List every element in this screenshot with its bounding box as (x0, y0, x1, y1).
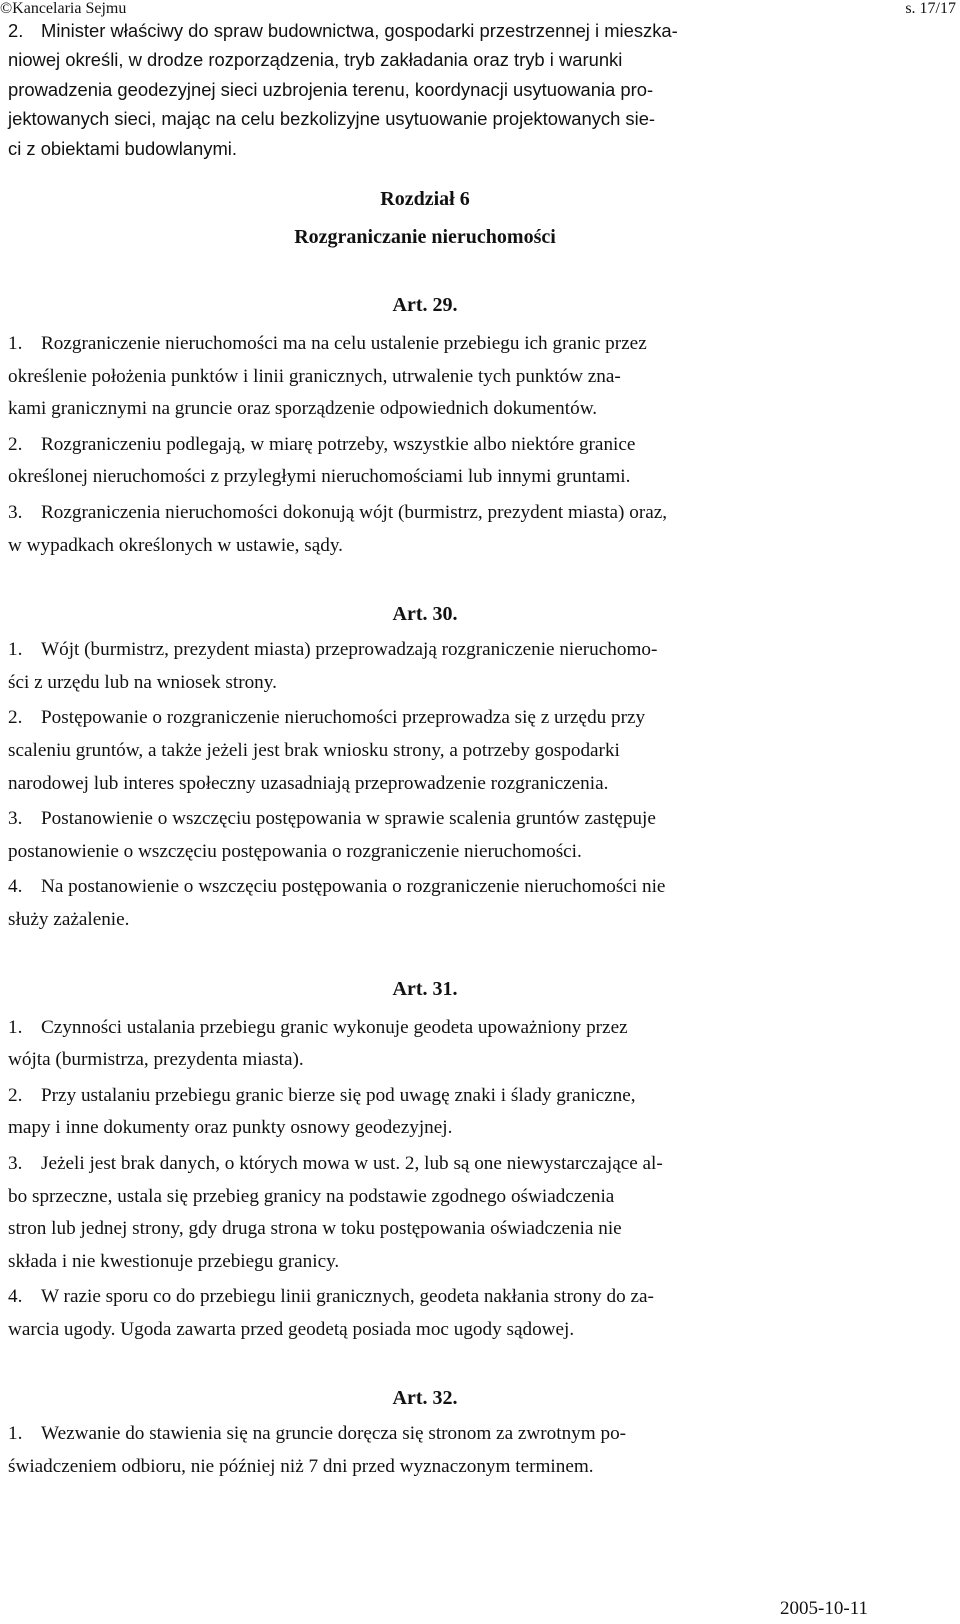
article-paragraph: 1. Rozgraniczenie nieruchomości ma na celu ustalenie przebiegu ich granic przez określenie położenia punktów i linii granicznych, utrwalenie tych punktów zna- kami granicznymi na gruncie oraz sporządzenie odpowiednich dokumentów. (8, 333, 647, 420)
document-body (8, 16, 842, 1487)
article-title: Art. 31. (392, 977, 458, 1000)
intro-paragraph: 2. Minister właściwy do spraw budownictwa, gospodarki przestrzennej i mieszka- niowej określi, w drodze rozporządzenia, tryb zakładania oraz tryb i warunki prowadzenia geodezyjnej sieci uzbrojenia terenu, koordynacji usytuowania pro- jektowanych sieci, mając na celu bezkolizyjne usytuowanie projektowanych sie- ci z obiektami budowlanymi. (8, 16, 842, 163)
article-paragraph: 1. Wezwanie do stawienia się na gruncie doręcza się stronom za zwrotnym po- świadczeniem odbioru, nie później niż 7 dni przed wyznaczonym terminem. (8, 1423, 627, 1478)
article-paragraph: 3. Jeżeli jest brak danych, o których mowa w ust. 2, lub są one niewystarczające al- bo sprzeczne, ustala się przebieg granicy na podstawie zgodnego oświadczenia stron lub jednej strony, gdy druga strona w toku postępowania oświadczenia nie składa i nie kwestionuje przebiegu granicy. (8, 1152, 663, 1272)
article-paragraph: 2. Przy ustalaniu przebiegu granic bierze się pod uwagę znaki i ślady graniczne, mapy i inne dokumenty oraz punkty osnowy geodezyjnej. (8, 1084, 636, 1139)
header-page-number: s. 17/17 (905, 0, 956, 17)
article-paragraph: 2. Postępowanie o rozgraniczenie nieruchomości przeprowadza się z urzędu przy scaleniu gruntów, a także jeżeli jest brak wniosku strony, a potrzeby gospodarki narodowej lub interes społeczny uzasadniają przeprowadzenie rozgraniczenia. (8, 707, 646, 794)
article-paragraph: 3. Postanowienie o wszczęciu postępowania w sprawie scalenia gruntów zastępuje postanowienie o wszczęciu postępowania o rozgraniczenie nieruchomości. (8, 808, 656, 862)
article-paragraph: 4. W razie sporu co do przebiegu linii granicznych, geodeta nakłania strony do za- warcia ugody. Ugoda zawarta przed geodetą posiada moc ugody sądowej. (8, 1286, 654, 1340)
article-paragraph: 4. Na postanowienie o wszczęciu postępowania o rozgraniczenie nieruchomości nie służy zażalenie. (8, 876, 666, 930)
footer-date: 2005-10-11 (780, 1598, 868, 1619)
article-title: Art. 29. (392, 294, 458, 317)
chapter-label: Rozdział 6 (380, 188, 470, 211)
article-paragraph: 1. Wójt (burmistrz, prezydent miasta) przeprowadzają rozgraniczenie nieruchomo- ści z urzędu lub na wniosek strony. (8, 639, 658, 693)
article-title: Art. 32. (392, 1387, 458, 1410)
chapter-title: Rozgraniczanie nieruchomości (294, 226, 556, 249)
article-paragraph: 3. Rozgraniczenia nieruchomości dokonują wójt (burmistrz, prezydent miasta) oraz, w wypadkach określonych w ustawie, sądy. (8, 502, 668, 556)
article-paragraph: 2. Rozgraniczeniu podlegają, w miarę potrzeby, wszystkie albo niektóre granice określonej nieruchomości z przyległymi nieruchomościami lub innymi gruntami. (8, 433, 636, 488)
article-paragraph: 1. Czynności ustalania przebiegu granic wykonuje geodeta upoważniony przez wójta (burmistrza, prezydenta miasta). (8, 1016, 628, 1071)
paragraph-number: 2. (8, 20, 24, 41)
header-source: ©Kancelaria Sejmu (0, 0, 127, 17)
article-title: Art. 30. (392, 603, 458, 626)
